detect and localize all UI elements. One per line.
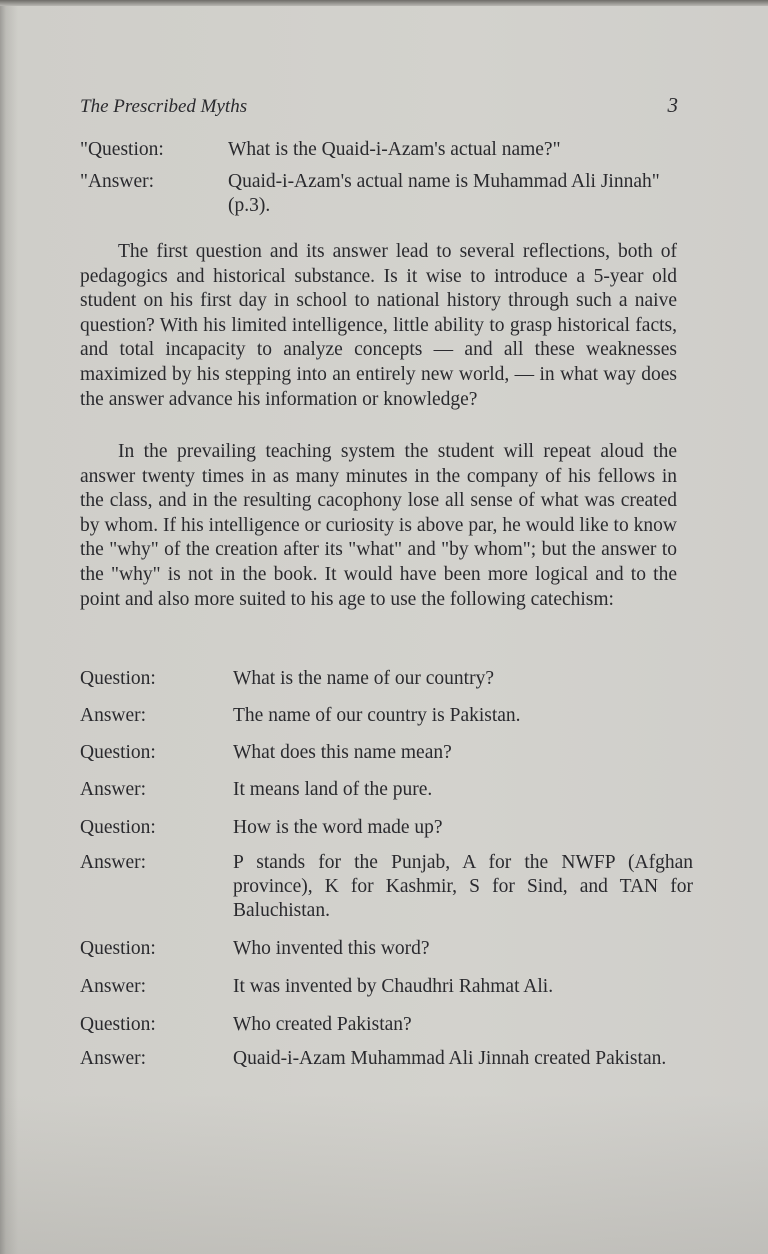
qa-text: What is the Quaid-i-Azam's actual name?" xyxy=(228,139,561,160)
body-paragraph: In the prevailing teaching system the student will repeat aloud the answer twenty times in as many minutes in the company of his fellows in the class, and in the resulting cacophony lose all sense of what was created by whom. If his intelligence or curiosity is above par, he would like to know the "why" of the creation after its "what" and "by whom"; but the answer to the "why" is not in the book. It would have been more logical and to the point and also more suited to his age to use the following catechism: xyxy=(80,441,677,610)
qa-label: "Answer: xyxy=(80,171,155,192)
qa-label: Question: xyxy=(80,668,156,689)
qa-label: Answer: xyxy=(80,852,147,873)
qa-text: Who created Pakistan? xyxy=(233,1014,412,1035)
qa-label: Question: xyxy=(80,742,156,763)
qa-label: Answer: xyxy=(80,976,147,997)
qa-text: P stands for the Punjab, A for the NWFP (Afghan province), K for Kashmir, S for Sind, and TAN for Baluchistan. xyxy=(233,852,693,921)
qa-label: "Question: xyxy=(80,139,164,160)
qa-text: What is the name of our country? xyxy=(233,668,494,689)
qa-label: Answer: xyxy=(80,1048,147,1069)
running-title: The Prescribed Myths xyxy=(80,96,248,117)
qa-text: It was invented by Chaudhri Rahmat Ali. xyxy=(233,976,554,997)
qa-label: Answer: xyxy=(80,705,147,726)
page-number: 3 xyxy=(667,93,678,117)
qa-label: Question: xyxy=(80,817,156,838)
qa-text: How is the word made up? xyxy=(233,817,443,838)
qa-label: Answer: xyxy=(80,779,147,800)
qa-text: It means land of the pure. xyxy=(233,779,433,800)
qa-text: Quaid-i-Azam's actual name is Muhammad Ali Jinnah"(p.3). xyxy=(228,171,660,216)
qa-label: Question: xyxy=(80,938,156,959)
body-paragraph: The first question and its answer lead to several reflections, both of pedagogics and historical substance. Is it wise to introduce a 5-year old student on his first day in school to national history through such a naive question? With his limited intelligence, little ability to grasp historical facts, and total incapacity to analyze concepts — and all these weaknesses maximized by his stepping into an entirely new world, — in what way does the answer advance his information or knowledge? xyxy=(80,241,677,410)
running-head xyxy=(80,93,680,124)
qa-text: The name of our country is Pakistan. xyxy=(233,705,521,726)
qa-text: Who invented this word? xyxy=(233,938,430,959)
qa-text: Quaid-i-Azam Muhammad Ali Jinnah created Pakistan. xyxy=(233,1048,667,1069)
qa-label: Question: xyxy=(80,1014,156,1035)
qa-text: What does this name mean? xyxy=(233,742,452,763)
